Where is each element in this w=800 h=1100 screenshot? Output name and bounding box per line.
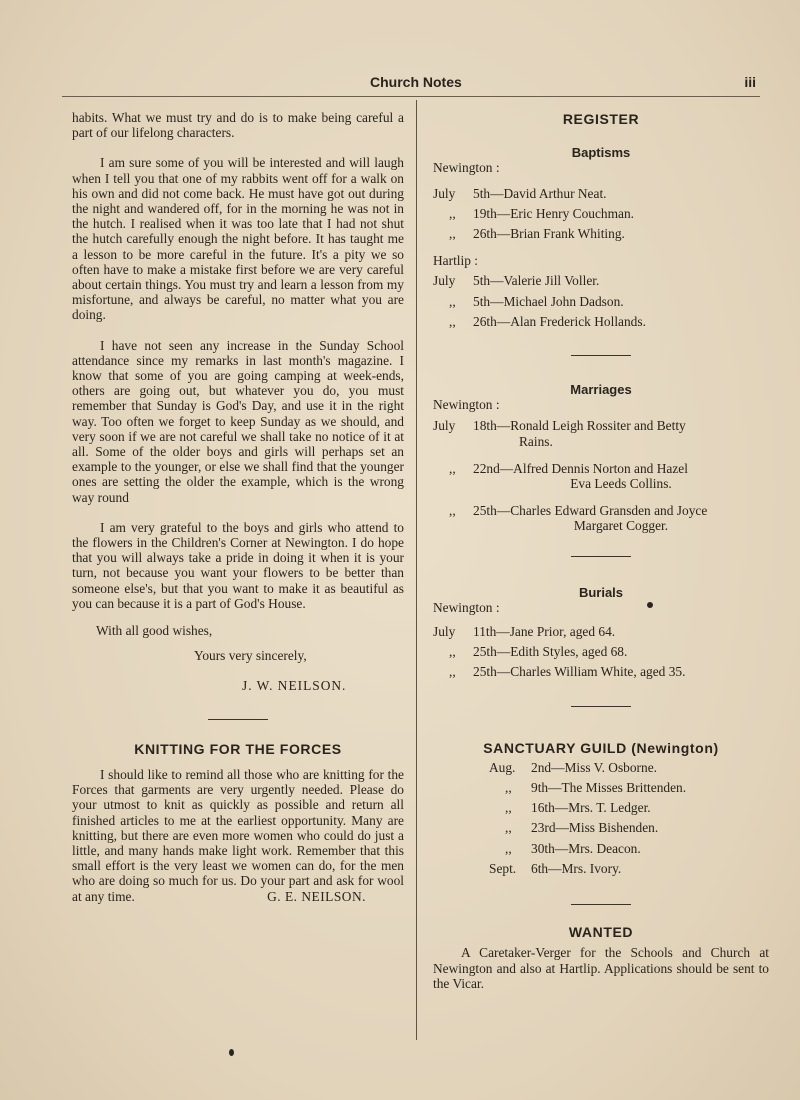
burials-heading: Burials	[578, 584, 624, 600]
list-item: ,, 16th—Mrs. T. Ledger.	[505, 800, 651, 816]
baptisms-heading: Baptisms	[571, 145, 631, 161]
knitting-heading: KNITTING FOR THE FORCES	[134, 740, 342, 757]
marriages-heading: Marriages	[570, 382, 632, 398]
knitting-body: I should like to remind all those who are knitting for the Forces that garments are very urgently needed. Please do your utmost to knit as quickly as possible and return all finished articles to me at the earliest opportunity. Many are knitting, but there are even more women who could do just a little, and many hands make light work. Remember that this small effort is the very least we women can do, for the men who are doing so much for us. Do your part and ask for wool at any time.	[72, 766, 404, 904]
letter-closing: With all good wishes,	[96, 623, 213, 639]
ink-speck	[647, 602, 653, 608]
header-rule	[62, 96, 760, 97]
ink-speck	[229, 1049, 234, 1056]
list-item: Aug. 2nd—Miss V. Osborne.	[489, 759, 657, 775]
letter-signature: J. W. NEILSON.	[242, 677, 347, 693]
list-item: ,, 25th—Edith Styles, aged 68.	[449, 644, 628, 660]
list-item: ,, 26th—Alan Frederick Hollands.	[449, 313, 646, 329]
left-column	[72, 110, 404, 904]
list-item: July 5th—David Arthur Neat.	[433, 185, 607, 201]
wanted-heading: WANTED	[568, 924, 634, 941]
list-item: ,, 5th—Michael John Dadson.	[449, 293, 624, 309]
place-label: Newington :	[433, 599, 500, 615]
place-label: Newington :	[433, 397, 500, 413]
letter-paragraph: habits. What we must try and do is to make being careful a part of our lifelong characters.	[72, 110, 404, 141]
list-item: July 11th—Jane Prior, aged 64.	[433, 624, 616, 640]
letter-paragraph: I have not seen any increase in the Sunday School attendance since my remarks in last month's magazine. I know that some of you are going camping at week-ends, others are going out, but whatever you do, you must remember that Sunday is God's Day, and use it in the right way. Too often we forget to keep Sunday as we should, and very soon if we are not careful we shall take no notice of it at all. Some of the older boys and girls will perhaps set an example to the younger, or else we shall find that the younger ones are setting the older the example, which is the wrong way round	[72, 337, 404, 505]
list-item: Sept. 6th—Mrs. Ivory.	[489, 860, 622, 876]
letter-yours: Yours very sincerely,	[194, 648, 307, 664]
list-item: ,, 9th—The Misses Brittenden.	[505, 780, 687, 796]
knitting-signature: G. E. NEILSON.	[267, 888, 366, 904]
list-item: ,, 25th—Charles Edward Gransden and Joyce Margaret Cogger.	[449, 503, 708, 534]
page-number: iii	[744, 74, 756, 90]
list-item: July 18th—Ronald Leigh Rossiter and Betty Rains.	[433, 418, 686, 449]
column-divider	[416, 100, 417, 1040]
page-header	[370, 74, 760, 94]
list-item: ,, 30th—Mrs. Deacon.	[505, 840, 641, 856]
running-title: Church Notes	[370, 74, 462, 90]
list-item: ,, 22nd—Alfred Dennis Norton and Hazel Eva Leeds Collins.	[449, 460, 688, 492]
guild-heading: SANCTUARY GUILD (Newington)	[483, 739, 719, 756]
right-column	[433, 112, 769, 991]
letter-paragraph: I am very grateful to the boys and girls who attend to the flowers in the Children's Corner at Newington. I do hope that you will always take a pride in doing it when it is your turn, not because you want your flowers to be better than someone else's, but that you want to make it as beautiful as you can because it is a part of God's House.	[72, 519, 404, 611]
place-label: Hartlip :	[433, 253, 478, 269]
list-item: ,, 25th—Charles William White, aged 35.	[449, 664, 686, 680]
list-item: July 5th—Valerie Jill Voller.	[433, 273, 600, 289]
place-label: Newington :	[433, 160, 500, 176]
list-item: ,, 26th—Brian Frank Whiting.	[449, 226, 625, 242]
wanted-body: A Caretaker-Verger for the Schools and Church at Newington and also at Hartlip. Applications should be sent to the Vicar.	[433, 945, 769, 991]
register-heading: REGISTER	[562, 111, 640, 127]
list-item: ,, 19th—Eric Henry Couchman.	[449, 205, 635, 221]
letter-paragraph: I am sure some of you will be interested and will laugh when I tell you that one of my rabbits went off for a walk on his own and did not come back. He must have got out during the night and wandered off, for in the morning he was not in the hutch. I realised when it was too late that I had not shut the hutch carefully enough the night before. It has taught me a lesson to be more careful in the future. It's a pity we so often have to make a mistake first before we are very careful about certain things. You must try and learn a lesson from my misfortune, and always be careful, no matter what you are doing.	[72, 155, 404, 323]
list-item: ,, 23rd—Miss Bishenden.	[505, 820, 659, 836]
